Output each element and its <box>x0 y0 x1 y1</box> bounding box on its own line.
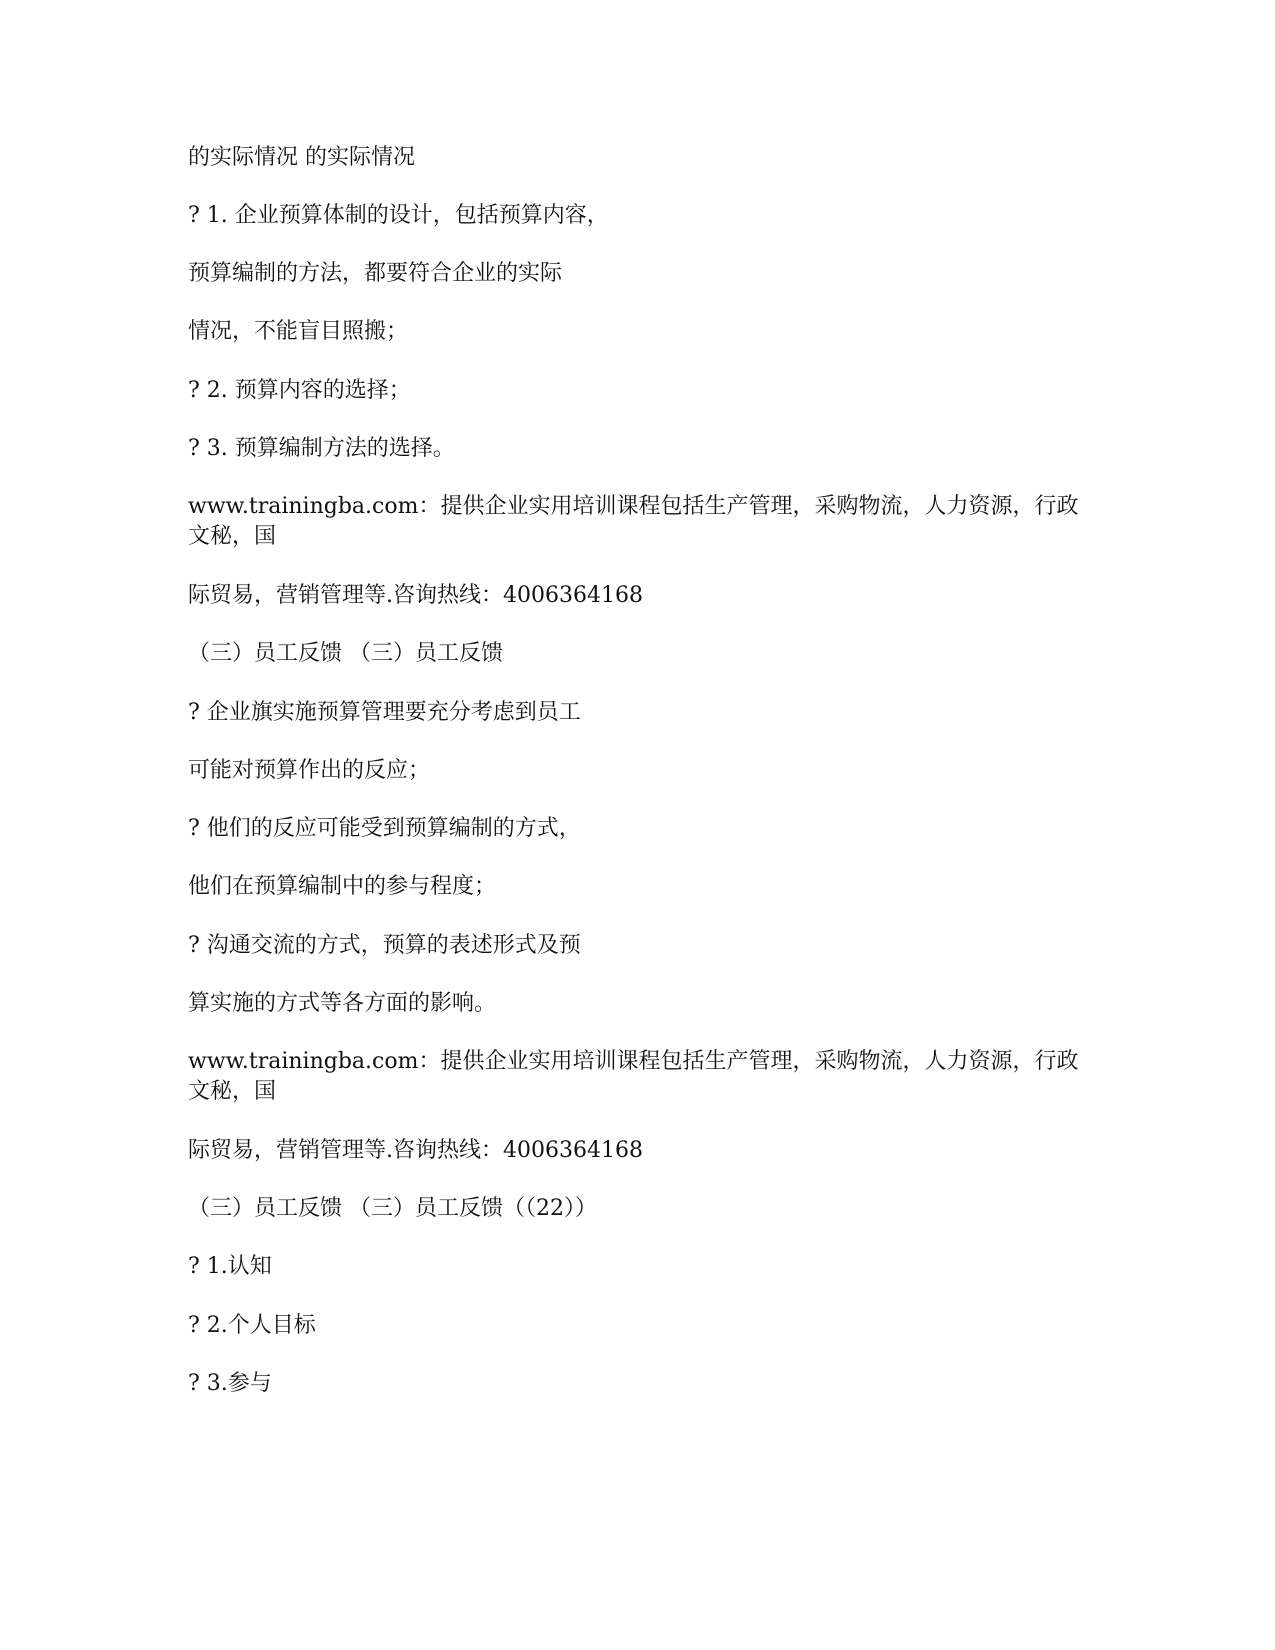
text-line: ? 企业旗实施预算管理要充分考虑到员工 <box>188 700 581 725</box>
text-line: 际贸易，营销管理等.咨询热线：4006364168 <box>188 1138 643 1163</box>
text-line: ? 3. 预算编制方法的选择。 <box>188 436 455 461</box>
text-line: 可能对预算作出的反应； <box>188 758 431 783</box>
section-heading: （三）员工反馈 （三）员工反馈（（22）） <box>188 1196 597 1221</box>
text-line: 的实际情况 的实际情况 <box>188 145 415 170</box>
text-line: ? 2. 预算内容的选择； <box>188 378 411 403</box>
text-line: ? 3.参与 <box>188 1371 272 1396</box>
text-line: 预算编制的方法，都要符合企业的实际 <box>188 261 563 286</box>
text-line: 他们在预算编制中的参与程度； <box>188 874 497 899</box>
text-line: 算实施的方式等各方面的影响。 <box>188 991 497 1016</box>
text-line: www.trainingba.com：提供企业实用培训课程包括生产管理，采购物流，人力资源，行政文秘，国 <box>188 494 1079 549</box>
text-line: ? 沟通交流的方式，预算的表述形式及预 <box>188 933 581 958</box>
text-line: www.trainingba.com：提供企业实用培训课程包括生产管理，采购物流，人力资源，行政文秘，国 <box>188 1049 1079 1104</box>
text-line: ? 1.认知 <box>188 1254 272 1279</box>
text-line: ? 1. 企业预算体制的设计，包括预算内容， <box>188 203 609 228</box>
text-line: 情况，不能盲目照搬； <box>188 319 409 344</box>
text-line: ? 2.个人目标 <box>188 1313 316 1338</box>
section-heading: （三）员工反馈 （三）员工反馈 <box>188 641 503 666</box>
text-line: ? 他们的反应可能受到预算编制的方式， <box>188 816 581 841</box>
text-line: 际贸易，营销管理等.咨询热线：4006364168 <box>188 583 643 608</box>
